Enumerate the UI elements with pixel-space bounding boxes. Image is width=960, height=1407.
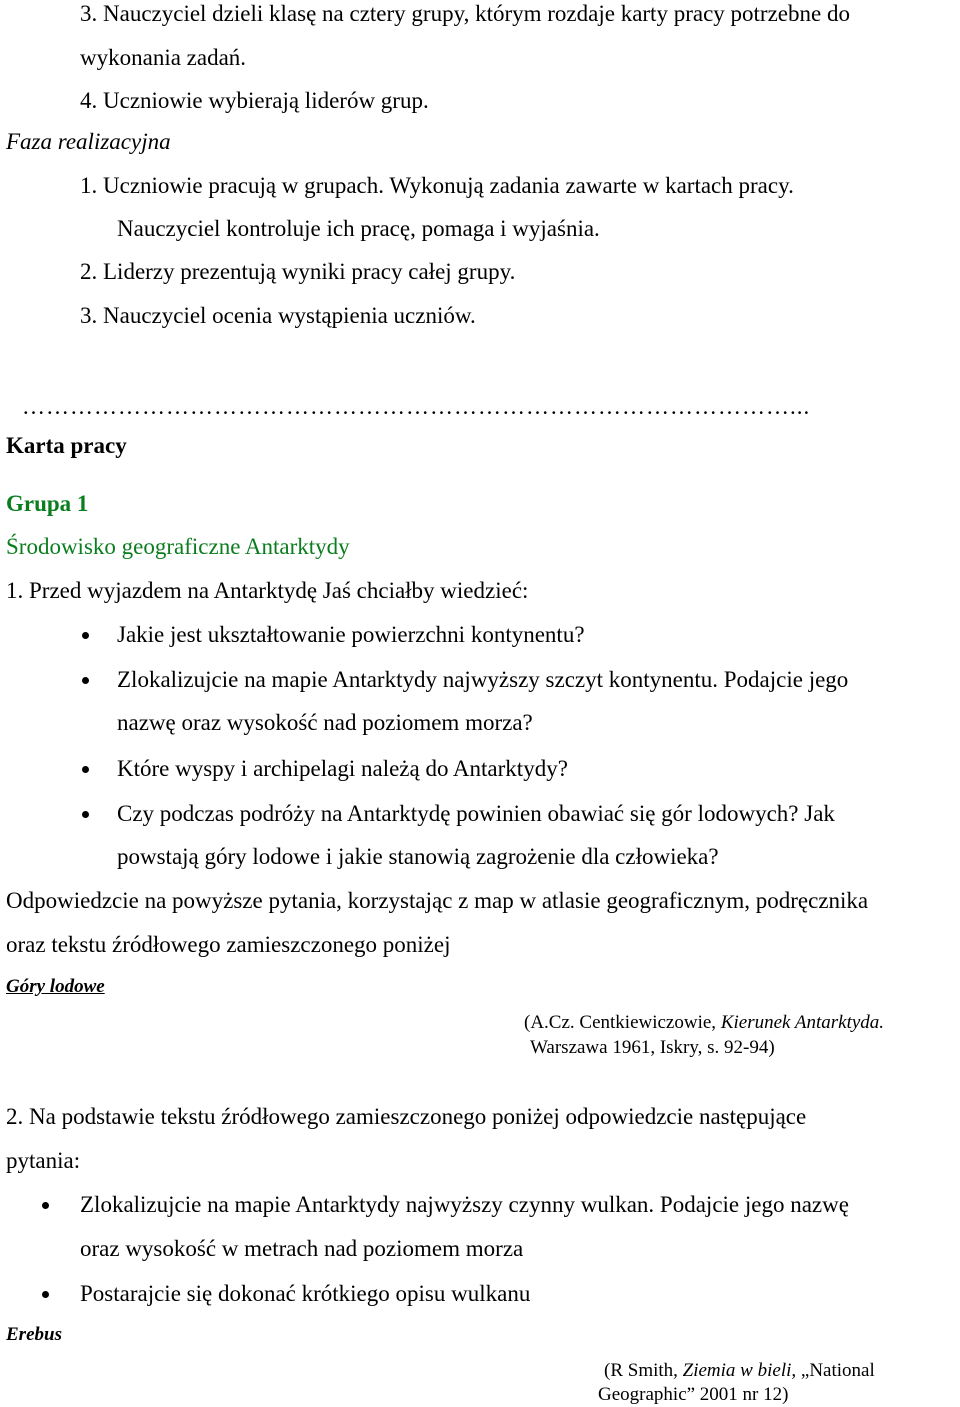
bullet-icon	[82, 766, 89, 773]
step-3: 3. Nauczyciel ocenia wystąpienia uczniów.	[80, 303, 476, 328]
bullet-icon	[82, 632, 89, 639]
citation-2-publication: „National	[796, 1360, 875, 1381]
citation-2-title: Ziemia w bieli,	[682, 1360, 797, 1381]
q2-bullet-1: Zlokalizujcie na mapie Antarktydy najwyższy czynny wulkan. Podajcie jego nazwę	[80, 1192, 849, 1217]
topic-heading: Środowisko geograficzne Antarktydy	[6, 534, 350, 559]
question-2-cont: pytania:	[6, 1148, 81, 1173]
q1-bullet-2-cont: nazwę oraz wysokość nad poziomem morza?	[117, 710, 533, 735]
intro-line-1	[80, 0, 956, 28]
step-1: 1. Uczniowie pracują w grupach. Wykonują zadania zawarte w kartach pracy.	[80, 173, 794, 198]
step-2: 2. Liderzy prezentują wyniki pracy całej grupy.	[80, 259, 516, 284]
intro-line-1-cont: wykonania zadań.	[80, 45, 247, 70]
intro-line-1-text: 3. Nauczyciel dzieli klasę na cztery grupy, którym rozdaje karty pracy potrzebne do	[80, 1, 850, 26]
source-2-citation	[604, 1359, 875, 1383]
citation-1-title: Kierunek Antarktyda.	[720, 1012, 885, 1033]
worksheet-title: Karta pracy	[6, 433, 127, 458]
intro-line-2: 4. Uczniowie wybierają liderów grup.	[80, 88, 429, 113]
q1-bullet-4: Czy podczas podróży na Antarktydę powinien obawiać się gór lodowych? Jak	[117, 801, 835, 826]
q2-bullet-2: Postarajcie się dokonać krótkiego opisu wulkanu	[80, 1281, 531, 1306]
dotted-separator: ……………………………………………………………………………………...	[22, 394, 811, 414]
phase-heading: Faza realizacyjna	[6, 129, 171, 154]
answer-instruction: Odpowiedzcie na powyższe pytania, korzystając z map w atlasie geograficznym, podręcznika	[6, 888, 869, 913]
citation-2-authors: (R Smith,	[604, 1360, 683, 1381]
source-2-citation-cont: Geographic” 2001 nr 12)	[598, 1384, 789, 1405]
q1-bullet-1: Jakie jest ukształtowanie powierzchni kontynentu?	[117, 622, 585, 647]
bullet-icon	[42, 1291, 49, 1298]
question-2: 2. Na podstawie tekstu źródłowego zamieszczonego poniżej odpowiedzcie następujące	[6, 1104, 807, 1129]
citation-1-authors: (A.Cz. Centkiewiczowie,	[524, 1012, 721, 1033]
bullet-icon	[42, 1202, 49, 1209]
group-heading: Grupa 1	[6, 491, 89, 516]
q1-bullet-4-cont: powstają góry lodowe i jakie stanowią zagrożenie dla człowieka?	[117, 844, 719, 869]
source-1-title: Góry lodowe	[6, 976, 105, 997]
question-1: 1. Przed wyjazdem na Antarktydę Jaś chciałby wiedzieć:	[6, 578, 529, 603]
q1-bullet-2: Zlokalizujcie na mapie Antarktydy najwyższy szczyt kontynentu. Podajcie jego	[117, 667, 849, 692]
bullet-icon	[82, 811, 89, 818]
bullet-icon	[82, 677, 89, 684]
source-1-citation	[524, 1011, 884, 1035]
step-1-cont: Nauczyciel kontroluje ich pracę, pomaga i wyjaśnia.	[117, 216, 600, 241]
q2-bullet-1-cont: oraz wysokość w metrach nad poziomem morza	[80, 1236, 524, 1261]
q1-bullet-3: Które wyspy i archipelagi należą do Antarktydy?	[117, 756, 568, 781]
source-2-title: Erebus	[6, 1324, 62, 1345]
source-1-citation-cont: Warszawa 1961, Iskry, s. 92-94)	[530, 1037, 775, 1058]
answer-instruction-cont: oraz tekstu źródłowego zamieszczonego poniżej	[6, 932, 451, 957]
